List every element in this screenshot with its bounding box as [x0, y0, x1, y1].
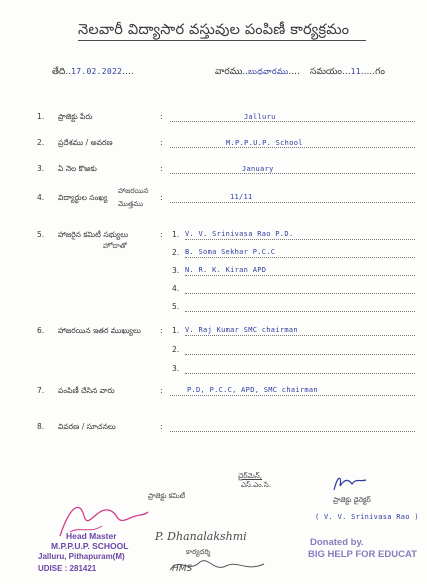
row-3-value: January: [242, 165, 274, 173]
donated-by-label: Donated by.: [310, 537, 364, 548]
row-2-colon: :: [160, 138, 163, 147]
other-member-3-number: 3.: [172, 364, 180, 373]
row-2-number: 2.: [37, 138, 45, 147]
secretary-title: కార్యదర్శి: [186, 548, 211, 556]
row-3-colon: :: [160, 164, 163, 173]
row-1-label: ప్రాజెక్టు పేరు: [58, 112, 93, 121]
row-8-line: [170, 431, 415, 432]
row-6-colon: :: [160, 326, 163, 335]
headmaster-stamp-line-1: Head Master: [66, 531, 117, 541]
date-field: తేది..17.02.2022....: [52, 67, 134, 77]
page-title: నెలవారీ విద్యాసార వస్తువుల పంపిణీ కార్యక్రమం: [78, 22, 350, 38]
row-4-value: 11/11: [230, 193, 253, 201]
row-2-label: ప్రదేశము / అవరణ: [58, 138, 113, 147]
row-2-value: M.P.P.U.P. School: [226, 139, 303, 147]
row-1-number: 1.: [37, 112, 45, 121]
committee-member-1-line: [185, 239, 415, 240]
row-8-colon: :: [160, 422, 163, 431]
project-committee-label: ప్రాజెక్టు కమిటీ: [148, 492, 186, 500]
row-5-sublabel: హోదాతో: [103, 242, 127, 250]
other-member-1-number: 1.: [172, 326, 180, 335]
other-member-1-line: [185, 335, 415, 336]
time-label: సమయం: [310, 67, 342, 77]
donor-name: BIG HELP FOR EDUCAT: [308, 549, 417, 560]
title-underline: [78, 40, 366, 41]
row-4-number: 4.: [37, 193, 45, 202]
other-member-1-name: V. Raj Kumar SMC chairman: [185, 326, 298, 334]
row-3-label: ఏ నెల కొఱకు: [58, 164, 97, 173]
committee-member-4-line: [185, 293, 415, 294]
row-7-value: P.D, P.C.C, APD, SMC chairman: [187, 386, 318, 394]
row-1-value: Jalluru: [244, 113, 276, 121]
row-4-label-main: విద్యార్థుల సంఖ్య: [58, 193, 108, 202]
committee-member-2-name: B. Soma Sekhar P.C.C: [185, 248, 276, 256]
day-field: వారము..బుధవారము....: [215, 67, 300, 77]
other-member-2-line: [185, 354, 415, 355]
pd-signature: [330, 472, 370, 494]
row-6-number: 6.: [37, 326, 45, 335]
headmaster-stamp-line-2: M.P.P.U.P. SCHOOL: [51, 541, 129, 551]
committee-member-1-number: 1.: [172, 230, 180, 239]
row-7-colon: :: [160, 386, 163, 395]
committee-member-3-name: N. R. K. Kiran APD: [185, 266, 267, 274]
row-7-label: పంపిణీ చేసిన వారు: [58, 386, 115, 395]
time-field: సమయం...11.....గం: [310, 67, 385, 77]
secretary-sub: HMS: [172, 564, 193, 574]
committee-member-2-number: 2.: [172, 248, 180, 257]
date-label: తేది: [52, 67, 66, 77]
row-4-label-present: హాజరయిన: [118, 187, 149, 195]
row-7-number: 7.: [37, 386, 45, 395]
project-director-name: ( V. V. Srinivasa Rao ): [315, 513, 419, 521]
day-label: వారము: [215, 67, 243, 77]
row-3-line: [170, 173, 415, 174]
row-7-line: [170, 395, 415, 396]
row-6-label: హాజరయిన ఇతర ముఖ్యులు: [58, 326, 141, 335]
row-1-line: [170, 121, 415, 122]
committee-member-1-name: V. V. Srinivasa Rao P.D.: [185, 230, 294, 238]
committee-member-4-number: 4.: [172, 284, 180, 293]
smc-chairman-label: చైర్‌మెన్,: [238, 472, 263, 480]
day-value: బుధవారము: [248, 67, 289, 76]
other-member-2-number: 2.: [172, 345, 180, 354]
secretary-signature: P. Dhanalakshmi: [155, 530, 247, 543]
row-8-label: వివరణ / సూచనలు: [58, 422, 116, 431]
smc-label: ఎస్.ఎం.సి.: [241, 481, 272, 489]
time-value: 11: [350, 67, 361, 76]
committee-member-5-line: [185, 311, 415, 312]
row-1-colon: :: [160, 112, 163, 121]
row-2-line: [170, 147, 415, 148]
committee-member-5-number: 5.: [172, 302, 180, 311]
row-4-label-total: మొత్తము: [118, 200, 144, 208]
project-director-label: ప్రాజెక్టు డైరెక్టర్: [333, 496, 371, 504]
other-member-3-line: [185, 373, 415, 374]
headmaster-stamp-udise: UDISE : 281421: [38, 564, 97, 573]
secretary-sign-scribble: [168, 552, 268, 578]
committee-member-3-number: 3.: [172, 266, 180, 275]
row-4-colon: :: [160, 193, 163, 202]
row-8-number: 8.: [37, 422, 45, 431]
committee-member-2-line: [185, 257, 415, 258]
date-value: 17.02.2022: [71, 67, 123, 76]
row-5-label: హాజరైన కమిటీ సభ్యులు: [58, 230, 129, 239]
row-5-number: 5.: [37, 230, 45, 239]
row-4-line: [170, 202, 415, 203]
committee-member-3-line: [185, 275, 415, 276]
headmaster-stamp-line-3: Jalluru, Pithapuram(M): [38, 552, 125, 561]
time-unit: గం: [375, 67, 385, 77]
row-5-colon: :: [160, 230, 163, 239]
row-3-number: 3.: [37, 164, 45, 173]
